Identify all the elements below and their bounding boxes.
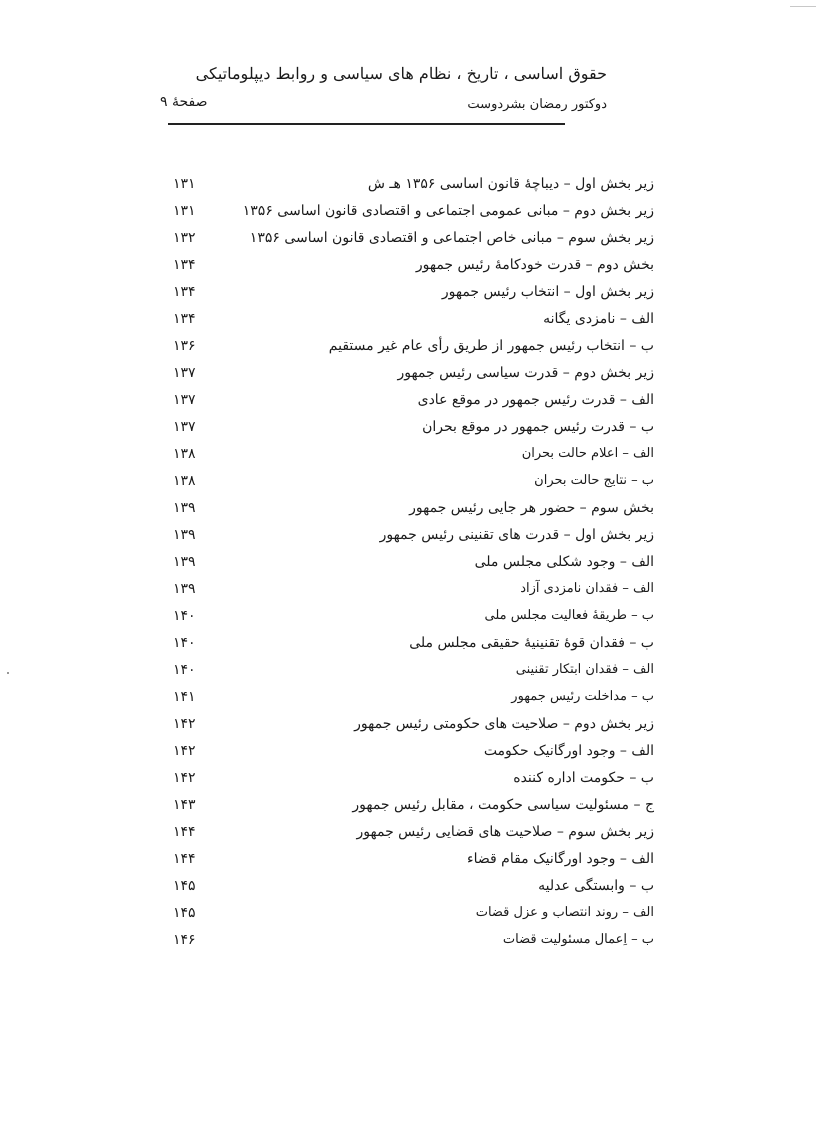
- toc-entry-title: الف – وجود اورگانیک حکومت: [483, 743, 654, 759]
- toc-entry: [160, 847, 654, 874]
- toc-entry-page: ۱۳۶: [173, 338, 196, 354]
- toc-entry: [160, 199, 654, 226]
- toc-entry-title: ب – اِعمال مسئولیت قضات: [502, 932, 654, 947]
- toc-entry: [160, 550, 654, 577]
- toc-entry: [160, 226, 654, 253]
- toc-entry-page: ۱۳۹: [173, 554, 196, 570]
- toc-entry: [160, 631, 654, 658]
- toc-entry-page: ۱۴۴: [173, 851, 196, 867]
- toc-entry-page: ۱۳۹: [173, 500, 196, 516]
- toc-entry-title: زیر بخش اول – قدرت های تقنینی رئیس جمهور: [379, 527, 654, 543]
- toc-entry: [160, 928, 654, 955]
- toc-entry-title: زیر بخش اول – دیباچهٔ قانون اساسی ۱۳۵۶ هـ ش: [367, 176, 654, 192]
- table-of-contents: [160, 172, 654, 955]
- toc-entry-page: ۱۳۸: [173, 473, 196, 489]
- toc-entry-title: الف – نامزدی یگانه: [543, 311, 654, 327]
- toc-entry-page: ۱۴۲: [173, 743, 196, 759]
- toc-entry-page: ۱۴۰: [173, 635, 196, 651]
- toc-entry: [160, 658, 654, 685]
- toc-entry-title: الف – وجود اورگانیک مقام قضاء: [467, 851, 654, 867]
- toc-entry: [160, 793, 654, 820]
- corner-scan-mark: [790, 6, 816, 7]
- toc-entry-page: ۱۳۸: [173, 446, 196, 462]
- toc-entry-title: ب – انتخاب رئیس جمهور از طریق رأی عام غیر مستقیم: [328, 338, 654, 354]
- toc-entry: [160, 523, 654, 550]
- toc-entry-page: ۱۴۱: [173, 689, 196, 705]
- toc-entry: [160, 874, 654, 901]
- toc-entry-page: ۱۳۱: [173, 176, 196, 192]
- toc-entry-page: ۱۴۵: [173, 905, 196, 921]
- toc-entry-title: ب – وابستگی عدلیه: [538, 878, 654, 894]
- toc-entry-title: ج – مسئولیت سیاسی حکومت ، مقابل رئیس جمهور: [352, 797, 654, 813]
- toc-entry: [160, 253, 654, 280]
- toc-entry: [160, 388, 654, 415]
- toc-entry: [160, 766, 654, 793]
- toc-entry-page: ۱۳۷: [173, 419, 196, 435]
- toc-entry-page: ۱۴۵: [173, 878, 196, 894]
- toc-entry-page: ۱۳۹: [173, 527, 196, 543]
- toc-entry-title: بخش سوم – حضور هر جایی رئیس جمهور: [409, 500, 654, 516]
- toc-entry: [160, 361, 654, 388]
- toc-entry: [160, 415, 654, 442]
- running-header-title: حقوق اساسی ، تاریخ ، نظام های سیاسی و روابط دیپلوماتیکی: [195, 64, 607, 83]
- toc-entry-title: الف – وجود شکلی مجلس ملی: [474, 554, 654, 570]
- toc-entry: [160, 712, 654, 739]
- toc-entry-page: ۱۳۷: [173, 392, 196, 408]
- toc-entry: [160, 307, 654, 334]
- toc-entry-title: بخش دوم – قدرت خودکامهٔ رئیس جمهور: [415, 257, 654, 273]
- page-number-label: صفحهٔ ۹: [160, 94, 208, 110]
- scan-speck: [7, 672, 9, 674]
- toc-entry-page: ۱۳۴: [173, 284, 196, 300]
- toc-entry-title: الف – قدرت رئیس جمهور در موقع عادی: [417, 392, 654, 408]
- toc-entry-title: ب – فقدان قوهٔ تقنینیهٔ حقیقی مجلس ملی: [409, 635, 654, 651]
- toc-entry-title: زیر بخش اول – انتخاب رئیس جمهور: [441, 284, 654, 300]
- toc-entry-title: ب – طریقهٔ فعالیت مجلس ملی: [484, 608, 654, 623]
- toc-entry: [160, 334, 654, 361]
- toc-entry-page: ۱۳۲: [173, 230, 196, 246]
- toc-entry-title: ب – حکومت اداره کننده: [513, 770, 654, 786]
- toc-entry-title: ب – نتایج حالت بحران: [534, 473, 654, 488]
- toc-entry-page: ۱۳۱: [173, 203, 196, 219]
- header-divider: [168, 123, 565, 125]
- toc-entry-title: زیر بخش دوم – قدرت سیاسی رئیس جمهور: [397, 365, 654, 381]
- toc-entry: [160, 496, 654, 523]
- toc-entry-page: ۱۴۶: [173, 932, 196, 948]
- toc-entry-title: زیر بخش دوم – صلاحیت های حکومتی رئیس جمهور: [354, 716, 654, 732]
- toc-entry: [160, 820, 654, 847]
- toc-entry: [160, 442, 654, 469]
- toc-entry-page: ۱۴۲: [173, 770, 196, 786]
- toc-entry: [160, 901, 654, 928]
- toc-entry-title: زیر بخش سوم – صلاحیت های قضایی رئیس جمهور: [356, 824, 654, 840]
- toc-entry-title: الف – اعلام حالت بحران: [521, 446, 654, 461]
- toc-entry-page: ۱۳۹: [173, 581, 196, 597]
- toc-entry: [160, 577, 654, 604]
- toc-entry: [160, 604, 654, 631]
- toc-entry-page: ۱۳۴: [173, 311, 196, 327]
- toc-entry-title: الف – فقدان ابتکار تقنینی: [515, 662, 654, 677]
- toc-entry-page: ۱۴۰: [173, 608, 196, 624]
- toc-entry-page: ۱۴۴: [173, 824, 196, 840]
- toc-entry-title: ب – مداخلت رئیس جمهور: [511, 689, 654, 704]
- toc-entry: [160, 685, 654, 712]
- toc-entry-title: الف – روند انتصاب و عزل قضات: [475, 905, 654, 920]
- toc-entry: [160, 739, 654, 766]
- toc-entry-title: زیر بخش دوم – مبانی عمومی اجتماعی و اقتصادی قانون اساسی ۱۳۵۶: [242, 203, 654, 219]
- toc-entry-title: الف – فقدان نامزدی آزاد: [520, 581, 654, 596]
- toc-entry-title: ب – قدرت رئیس جمهور در موقع بحران: [422, 419, 654, 435]
- toc-entry-page: ۱۳۷: [173, 365, 196, 381]
- running-header-author: دوکتور رمضان بشردوست: [467, 97, 607, 112]
- toc-entry-page: ۱۴۰: [173, 662, 196, 678]
- toc-entry: [160, 280, 654, 307]
- toc-entry-page: ۱۴۲: [173, 716, 196, 732]
- toc-entry: [160, 469, 654, 496]
- toc-entry-page: ۱۴۳: [173, 797, 196, 813]
- toc-entry-page: ۱۳۴: [173, 257, 196, 273]
- toc-entry-title: زیر بخش سوم – مبانی خاص اجتماعی و اقتصادی قانون اساسی ۱۳۵۶: [249, 230, 654, 246]
- toc-entry: [160, 172, 654, 199]
